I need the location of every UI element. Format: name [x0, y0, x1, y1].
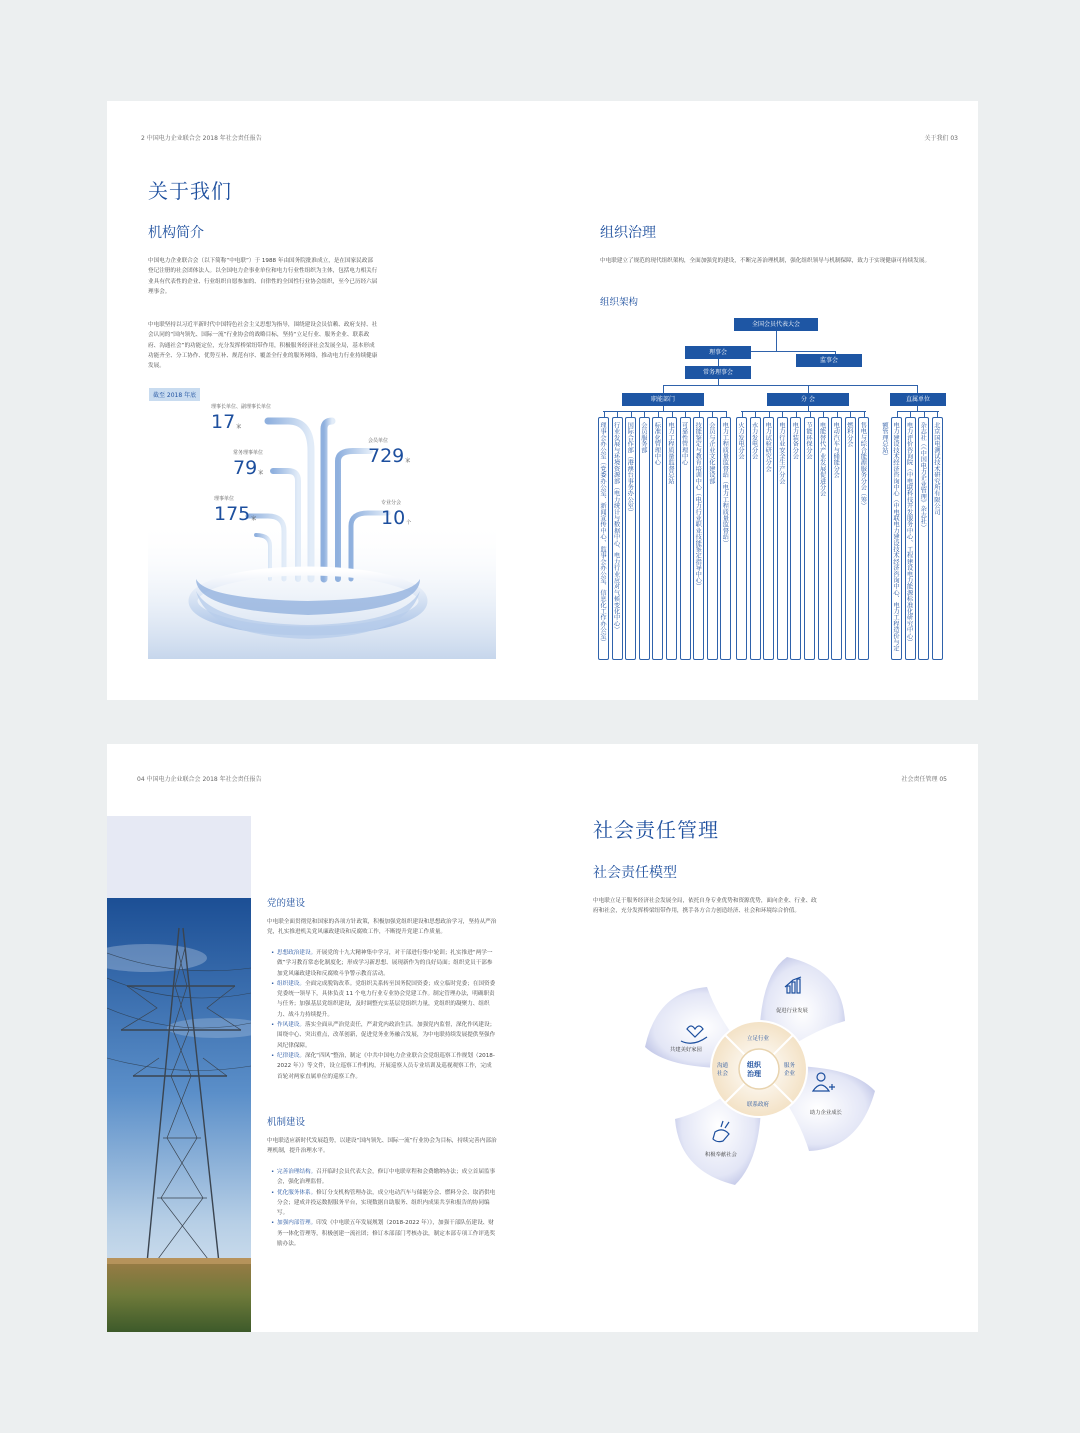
- org-group-direct: 直属单位: [890, 393, 946, 406]
- transmission-tower-photo: [107, 898, 251, 1332]
- org-unit: 可靠性管理中心: [680, 417, 691, 660]
- org-unit: 北京国电测试技术研究所有限公司: [932, 417, 943, 660]
- org-unit: 理事会办公室（党委办公室、新闻宣传中心、监事会办公室、信息化工作办公室）: [598, 417, 609, 660]
- section-mechanism-title: 机制建设: [267, 1117, 306, 1128]
- org-unit: 电力装备分会: [790, 417, 801, 660]
- photo-backdrop: [107, 816, 251, 908]
- org-unit: 售电与综合能源服务分会（筹）: [858, 417, 869, 660]
- org-unit: 行业发展与环境资源部（电力统计与数据中心、电力行业应对气候变化中心）: [612, 417, 623, 660]
- model-center-label: 组织 治理: [747, 1061, 761, 1078]
- section-party-building-title: 党的建设: [267, 898, 306, 909]
- section-title: 组织治理: [600, 225, 656, 241]
- org-group-functional: 职能部门: [622, 393, 704, 406]
- party-building-paragraph: 中电联全面贯彻党和国家的各项方针政策，积极加强党组织建设和思想政治学习，坚持从严治党，扎实推进机关党风廉政建设和反腐败工作，不断提升党建工作质量。: [267, 919, 497, 936]
- org-unit: 电力工程质量监督站（电力工程质量监督站）: [720, 417, 731, 660]
- org-node-supervisors: 监事会: [796, 354, 862, 367]
- page-csr-management: [539, 744, 978, 1332]
- list-item: • 加强内部管理。印发《中电联五年发展规划（2018-2022 年）》，加强干部队伍建设、财务一体化管理等，积极创建一流社团；修订本部部门考核办法，制定本部专项工作评选奖励办法。: [271, 1218, 497, 1249]
- model-inner-label: 沟通 社会: [717, 1063, 729, 1077]
- page-header: 社会责任管理 05: [901, 776, 947, 783]
- org-unit: 节能环保分会: [804, 417, 815, 660]
- org-node-standing-council: 常务理事会: [685, 366, 751, 379]
- org-group-branches: 分 会: [767, 393, 849, 406]
- intro-paragraph-2: 中电联坚持以习近平新时代中国特色社会主义思想为指导，围绕建设会员信赖、政府支持、社会认同的“国内领先、国际一流”行业协会的战略目标，坚持“立足行业、服务企业、联系政府、沟通社会”的功能定位，充分发挥桥梁纽带作用，积极服务经济社会发展全局，基本形成功能齐全、分工协作、优势互补、规范有序、覆盖全行业的服务网络，推动电力行业持续健康发展。: [148, 322, 378, 370]
- org-unit: 电力行业安全生产分会: [777, 417, 788, 660]
- model-outer-label: 积极奉献社会: [705, 1152, 737, 1158]
- org-unit: 电能替代产业发展促进分会: [818, 417, 829, 660]
- org-chart-title: 组织架构: [600, 297, 639, 308]
- org-unit: 国际合作部（港澳台事务办公室）: [625, 417, 636, 660]
- model-inner-label: 立足行业: [747, 1036, 770, 1042]
- stat-member-units: 会员单位 729家: [368, 438, 411, 467]
- page-party-building: [107, 744, 539, 1332]
- fountain-illustration: [148, 401, 496, 659]
- org-unit: 水力发电分会: [750, 417, 761, 660]
- page-governance: [539, 101, 978, 700]
- section-title: 机构简介: [148, 225, 204, 241]
- org-unit: 标准化管理中心: [652, 417, 663, 660]
- org-unit: 电力工程质量监督总站: [666, 417, 677, 660]
- org-unit: 会员服务部: [639, 417, 650, 660]
- list-item: • 纪律建设。深化“四风”整治，制定《中共中国电力企业联合会党组巡察工作规划（2018-2022 年）》等文件，设立巡察工作机构，开展巡察人员专业培训及巡视观察工作，完成首轮对两家直属单位的巡察工作。: [271, 1051, 497, 1082]
- stat-standing-council: 常务理事单位 79家: [233, 450, 264, 479]
- list-item: • 优化服务体系。修订分支机构管理办法，成立电动汽车与储能分会、燃料分会、取消供电分会；建成并投运数据服务平台，实现数据自助服务、组织内成果共享和报告的协同编写。: [271, 1188, 497, 1219]
- mechanism-paragraph: 中电联适应新时代发展趋势，以建设“国内领先、国际一流”行业协会为目标，持续完善内部治理机制，提升治理水平。: [267, 1138, 497, 1155]
- org-unit: 杂志社（《中国电力企业管理》杂志社）: [918, 417, 929, 660]
- section-title: 社会责任模型: [593, 865, 677, 881]
- page-title: 社会责任管理: [593, 818, 719, 842]
- mechanism-list: [271, 1167, 497, 1249]
- org-unit: 火力发电分会: [736, 417, 747, 660]
- date-tag: 截至 2018 年底: [149, 388, 200, 401]
- stat-council-members: 理事单位 175家: [214, 496, 257, 525]
- page-about-us: [107, 101, 539, 700]
- list-item: • 组织建设。全面完成脱钩改革。党组织关系转至国务院国资委；成立临时党委；在国资委党委统一领导下，具体负责 11 个电力行业专业协会党建工作。制定管理办法，明确职责与任务；加强基层党组织建设，及时调整充实基层党组织力量，党组织的凝聚力、组织力、战斗力持续提升。: [271, 979, 497, 1020]
- org-unit: 电力评价咨询院（中电联科技开发服务中心、工程建设电力能源标准化研究中心）: [905, 417, 916, 660]
- org-node-council: 理事会: [685, 346, 751, 359]
- page-header: 2 中国电力企业联合会 2018 年社会责任报告: [141, 135, 262, 142]
- governance-paragraph: 中电联建立了规范的现代组织架构，全面加强党的建设，不断完善治理机制，强化组织领导与机制保障，致力于实现健康可持续发展。: [600, 258, 931, 264]
- model-inner-label: 联系政府: [747, 1102, 770, 1108]
- model-inner-label: 服务 企业: [784, 1063, 796, 1077]
- org-unit: 电动汽车与储能分会: [831, 417, 842, 660]
- csr-paragraph: 中电联立足于服务经济社会发展全局，依托自身专业优势和资源优势，面向企业、行业、政府和社会，充分发挥桥梁纽带作用，携手各方合力创造经济、社会和环境综合价值。: [593, 898, 817, 915]
- org-unit: 电力建设技术经济咨询中心（中电联电力建设技术经济咨询中心、电力工程造价与定额管理总站）: [891, 417, 902, 660]
- party-building-list: [271, 948, 497, 1082]
- intro-paragraph-1: 中国电力企业联合会（以下简称“中电联”）于 1988 年由国务院批准成立，是在国家民政部登记注册的社会团体法人。以全国电力企事业单位和电力行业性组织为主体，包括电力相关行业具有代表性的企业、行业组织自愿参加的、自律性的全国性行业协会组织，至今已历经六届理事会。: [148, 258, 378, 295]
- model-outer-label: 共建美好家园: [670, 1047, 702, 1053]
- model-outer-label: 助力企业成长: [810, 1110, 842, 1116]
- list-item: • 思想政治建设。开展党的十九大精神集中学习，对干部进行集中轮训；扎实推进“两学一做”学习教育常态化制度化；形成学习新思想、展现新作为的良好局面；组织党员干部参加党风廉政建设和反腐败斗争警示教育活动。: [271, 948, 497, 979]
- page-header: 04 中国电力企业联合会 2018 年社会责任报告: [137, 776, 262, 783]
- org-unit: 会员与企业文化建设部: [707, 417, 718, 660]
- org-unit: 电力试验研究分会: [763, 417, 774, 660]
- list-item: • 作风建设。落实全面从严治党责任，严肃党内政治生活。加强党内监督，深化作风建设；围绕中心、突出重点，改革创新，促进党务业务融合发展，为中电联持续发展提供坚强作风纪律保障。: [271, 1020, 497, 1051]
- model-outer-label: 促进行业发展: [776, 1008, 808, 1014]
- org-unit: 燃料分会: [845, 417, 856, 660]
- org-chart: [539, 101, 978, 700]
- page-title: 关于我们: [148, 179, 232, 203]
- stat-council-leaders: 理事长单位、副理事长单位 17家: [211, 404, 272, 433]
- stat-branches: 专业分会 10个: [381, 500, 412, 529]
- org-node-congress: 全国会员代表大会: [734, 318, 818, 331]
- org-unit: 技能鉴定与教育培训中心（电力行业职业技能鉴定指导中心）: [693, 417, 704, 660]
- list-item: • 完善治理结构。召开临时会员代表大会，修订中电联章程和会费缴纳办法；成立首届监事会，强化治理监督。: [271, 1167, 497, 1188]
- page-header: 关于我们 03: [924, 135, 958, 142]
